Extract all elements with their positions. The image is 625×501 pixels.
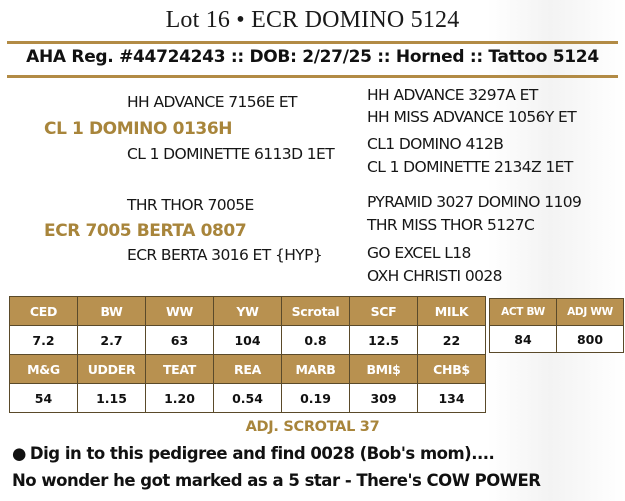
actual-value-row: [490, 326, 624, 353]
title-rule-bottom: [7, 75, 618, 78]
epd-value-row-1: [10, 326, 486, 355]
epd-header-scrotal: Scrotal: [282, 297, 350, 326]
epd-header-chb: CHB$: [418, 355, 486, 384]
pedigree-sire-dam-dam: CL 1 DOMINETTE 2134Z 1ET: [367, 158, 573, 176]
bullet-icon: ●: [12, 444, 26, 463]
epd-value-bmi: 309: [350, 384, 418, 413]
pedigree-dam-sire-dam: THR MISS THOR 5127C: [367, 216, 535, 234]
pedigree-dam-sire-sire: PYRAMID 3027 DOMINO 1109: [367, 193, 582, 211]
registration-line: AHA Reg. #44724243 :: DOB: 2/27/25 :: Horned :: Tattoo 5124: [26, 47, 599, 67]
epd-value-scrotal: 0.8: [282, 326, 350, 355]
epd-header-bw: BW: [78, 297, 146, 326]
epd-table: [9, 296, 486, 413]
epd-header-bmi: BMI$: [350, 355, 418, 384]
epd-value-teat: 1.20: [146, 384, 214, 413]
pedigree-dam: ECR 7005 BERTA 0807: [44, 221, 247, 241]
adj-scrotal: ADJ. SCROTAL 37: [245, 419, 380, 435]
pedigree-sire-sire-dam: HH MISS ADVANCE 1056Y ET: [367, 108, 577, 126]
epd-header-row-2: [10, 355, 486, 384]
epd-value-mg: 54: [10, 384, 78, 413]
epd-header-ced: CED: [10, 297, 78, 326]
note-line-2: No wonder he got marked as a 5 star - There's COW POWER: [12, 471, 541, 490]
actual-header-adj-ww: ADJ WW: [557, 299, 624, 326]
pedigree-dam-sire: THR THOR 7005E: [127, 196, 254, 214]
lot-title: Lot 16 • ECR DOMINO 5124: [165, 7, 460, 33]
title-rule-top: [7, 41, 618, 44]
epd-value-ww: 63: [146, 326, 214, 355]
note-line-1: [12, 444, 494, 463]
epd-header-rea: REA: [214, 355, 282, 384]
epd-value-yw: 104: [214, 326, 282, 355]
epd-value-chb: 134: [418, 384, 486, 413]
note-line-1-text: Dig in to this pedigree and find 0028 (Bob's mom)....: [29, 444, 495, 463]
epd-header-teat: TEAT: [146, 355, 214, 384]
actual-header-row: [490, 299, 624, 326]
pedigree-dam-dam-dam: OXH CHRISTI 0028: [367, 267, 502, 285]
epd-value-udder: 1.15: [78, 384, 146, 413]
pedigree-dam-dam-sire: GO EXCEL L18: [367, 244, 471, 262]
actual-weights-table: [489, 298, 624, 353]
epd-header-row-1: [10, 297, 486, 326]
pedigree-sire: CL 1 DOMINO 0136H: [44, 119, 233, 139]
epd-header-scf: SCF: [350, 297, 418, 326]
epd-value-scf: 12.5: [350, 326, 418, 355]
epd-value-marb: 0.19: [282, 384, 350, 413]
actual-header-act-bw: ACT BW: [490, 299, 557, 326]
epd-value-milk: 22: [418, 326, 486, 355]
epd-value-row-2: [10, 384, 486, 413]
epd-header-udder: UDDER: [78, 355, 146, 384]
actual-value-act-bw: 84: [490, 326, 557, 353]
pedigree-dam-dam: ECR BERTA 3016 ET {HYP}: [127, 246, 323, 264]
pedigree-sire-dam: CL 1 DOMINETTE 6113D 1ET: [127, 145, 335, 163]
pedigree-sire-dam-sire: CL1 DOMINO 412B: [367, 135, 504, 153]
actual-value-adj-ww: 800: [557, 326, 624, 353]
epd-header-mg: M&G: [10, 355, 78, 384]
epd-value-ced: 7.2: [10, 326, 78, 355]
epd-header-ww: WW: [146, 297, 214, 326]
pedigree-sire-sire: HH ADVANCE 7156E ET: [127, 93, 297, 111]
pedigree-sire-sire-sire: HH ADVANCE 3297A ET: [367, 86, 538, 104]
epd-value-rea: 0.54: [214, 384, 282, 413]
epd-header-milk: MILK: [418, 297, 486, 326]
epd-header-marb: MARB: [282, 355, 350, 384]
epd-value-bw: 2.7: [78, 326, 146, 355]
epd-header-yw: YW: [214, 297, 282, 326]
